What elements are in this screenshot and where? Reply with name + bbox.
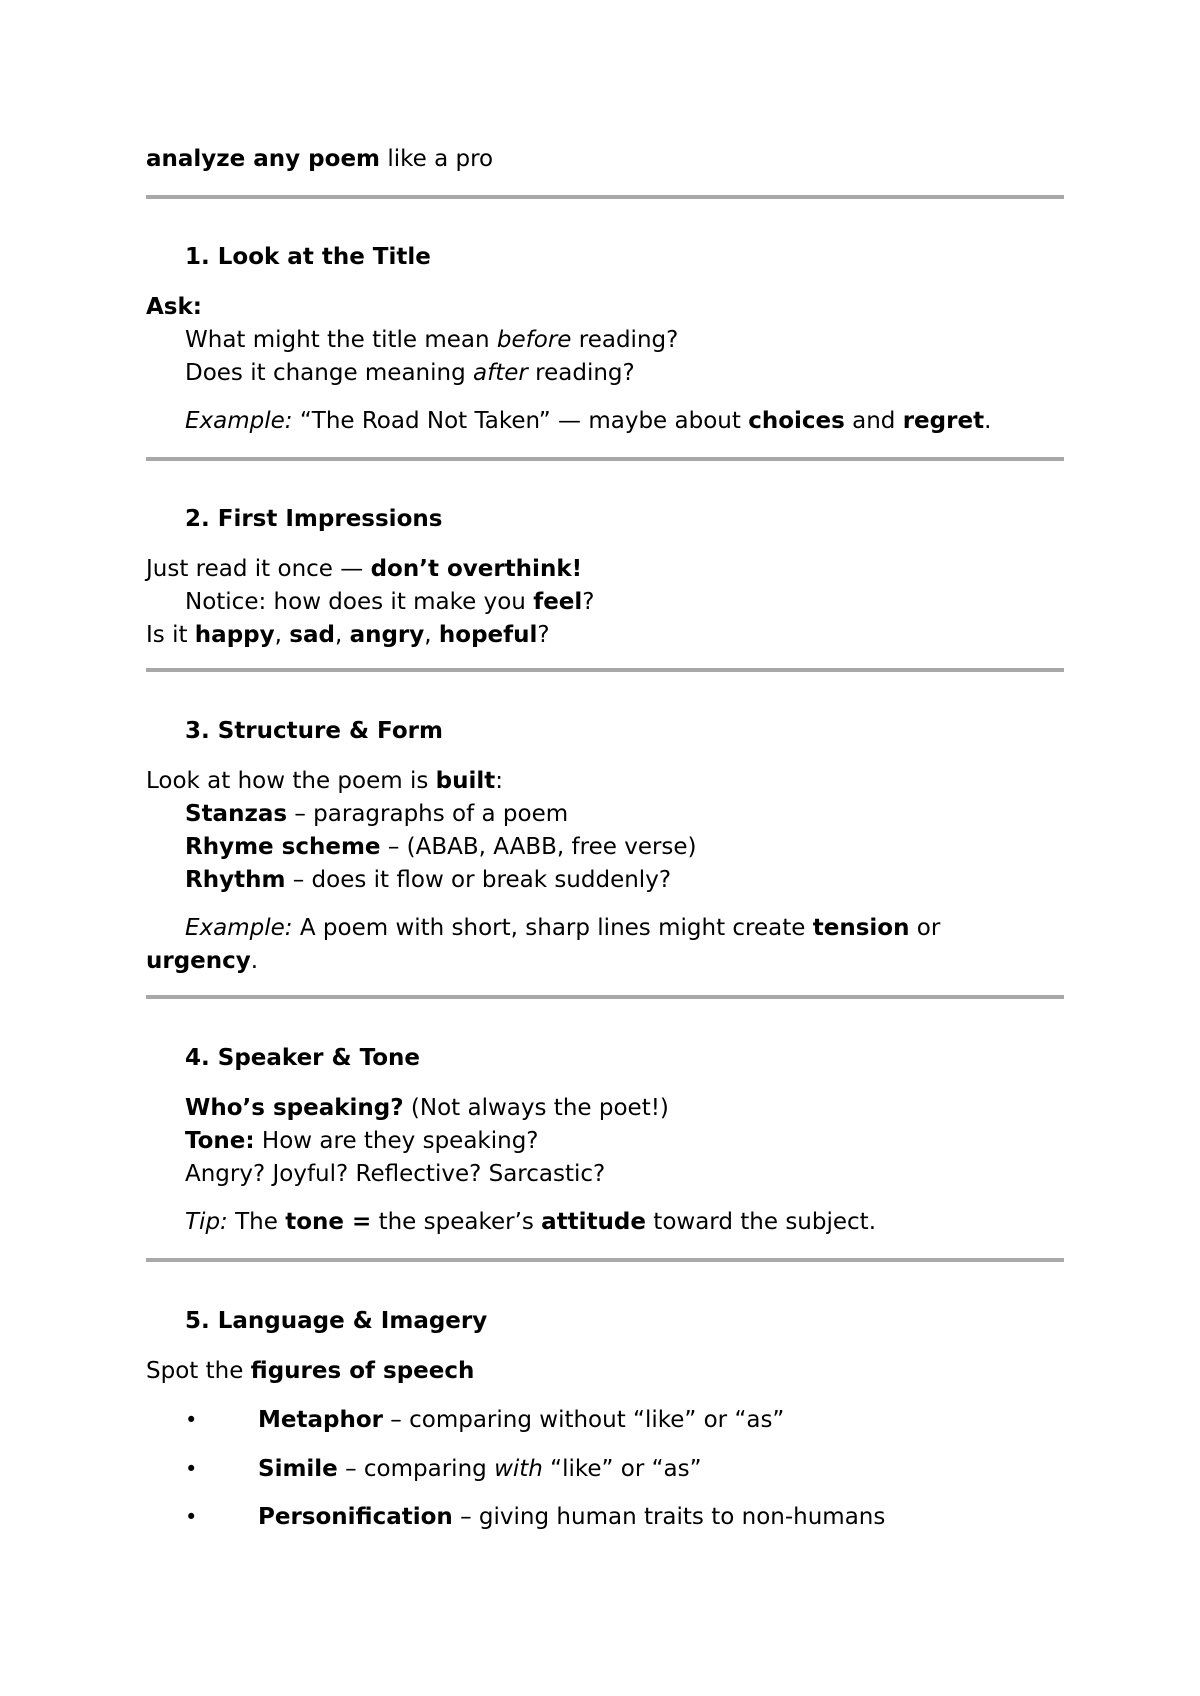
bullet-icon: • <box>185 1408 198 1432</box>
ask-label: Ask: <box>146 294 202 320</box>
section-divider <box>146 195 1064 199</box>
section-divider <box>146 668 1064 672</box>
speaker-line-3: Angry? Joyful? Reflective? Sarcastic? <box>185 1161 606 1187</box>
section-divider <box>146 457 1064 461</box>
title-question-1: What might the title mean before reading? <box>185 327 679 353</box>
section-divider <box>146 1258 1064 1262</box>
title-rest: like a pro <box>380 146 494 172</box>
structure-item-rhythm: Rhythm – does it flow or break suddenly? <box>185 867 672 893</box>
section-3-heading: 3. Structure & Form <box>185 718 443 744</box>
language-item-metaphor: Metaphor – comparing without “like” or “as” <box>258 1407 785 1433</box>
structure-item-rhyme: Rhyme scheme – (ABAB, AABB, free verse) <box>185 834 697 860</box>
bullet-icon: • <box>185 1505 198 1529</box>
language-intro: Spot the figures of speech <box>146 1358 475 1384</box>
tone-tip: Tip: The tone = the speaker’s attitude toward the subject. <box>185 1209 876 1235</box>
section-2-heading: 2. First Impressions <box>185 506 443 532</box>
bullet-icon: • <box>185 1457 198 1481</box>
title-question-2: Does it change meaning after reading? <box>185 360 635 386</box>
language-item-personification: Personification – giving human traits to non-humans <box>258 1504 886 1530</box>
structure-example: Example: A poem with short, sharp lines might create tension or <box>185 915 941 941</box>
impression-line-3: Is it happy, sad, angry, hopeful? <box>146 622 550 648</box>
speaker-line-2: Tone: How are they speaking? <box>185 1128 539 1154</box>
impression-line-1: Just read it once — don’t overthink! <box>146 556 583 582</box>
document-title <box>146 148 493 171</box>
impression-line-2: Notice: how does it make you feel? <box>185 589 595 615</box>
section-5-heading: 5. Language & Imagery <box>185 1308 488 1334</box>
speaker-line-1: Who’s speaking? (Not always the poet!) <box>185 1095 669 1121</box>
structure-example-cont: urgency. <box>146 948 259 974</box>
structure-intro: Look at how the poem is built: <box>146 768 504 794</box>
language-item-simile: Simile – comparing with “like” or “as” <box>258 1456 702 1482</box>
section-divider <box>146 995 1064 999</box>
structure-item-stanzas: Stanzas – paragraphs of a poem <box>185 801 569 827</box>
title-example: Example: “The Road Not Taken” — maybe about choices and regret. <box>185 408 992 434</box>
section-1-heading: 1. Look at the Title <box>185 244 431 270</box>
section-4-heading: 4. Speaker & Tone <box>185 1045 420 1071</box>
title-bold: analyze any poem <box>146 146 381 172</box>
